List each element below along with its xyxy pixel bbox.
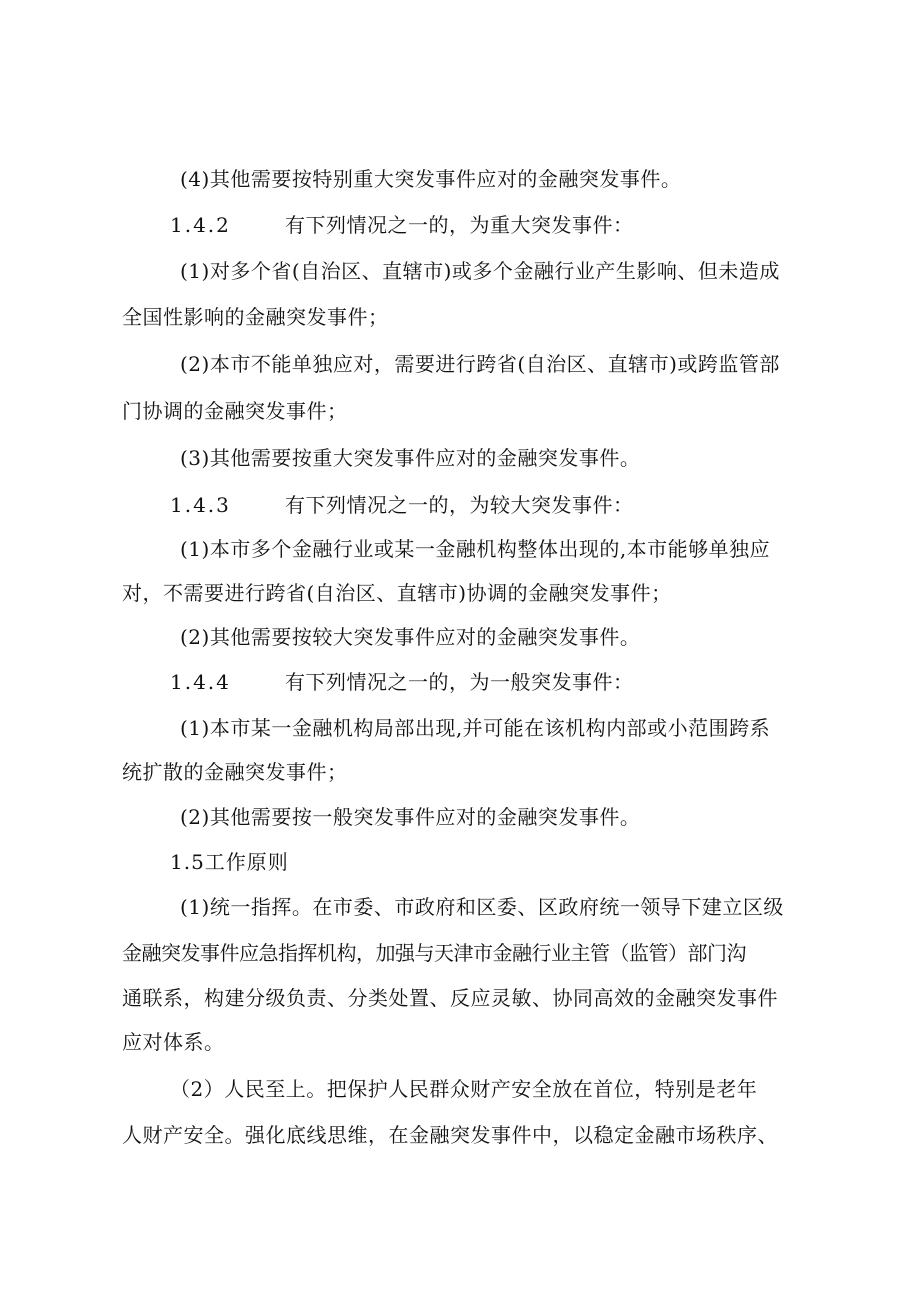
section-heading-1-5: 1.5工作原则 bbox=[170, 850, 289, 874]
paragraph-line: 门协调的金融突发事件； bbox=[122, 399, 348, 423]
section-number: 1.4.2 bbox=[170, 213, 231, 237]
paragraph-line: 人财产安全。强化底线思维，在金融突发事件中，以稳定金融市场秩序、 bbox=[122, 1123, 778, 1147]
paragraph-line: (1)对多个省(自治区、直辖市)或多个金融行业产生影响、但未造成 bbox=[180, 259, 780, 283]
section-title: 有下列情况之一的，为重大突发事件： bbox=[285, 213, 634, 237]
paragraph-line: (1)统一指挥。在市委、市政府和区委、区政府统一领导下建立区级 bbox=[180, 895, 784, 919]
paragraph-line: 统扩散的金融突发事件； bbox=[122, 760, 348, 784]
section-heading-1-4-4 bbox=[170, 665, 634, 699]
paragraph-line: (3)其他需要按重大突发事件应对的金融突发事件。 bbox=[180, 446, 641, 470]
section-title: 有下列情况之一的，为较大突发事件： bbox=[285, 493, 634, 517]
paragraph-line: 金融突发事件应急指挥机构，加强与天津市金融行业主管（监管）部门沟 bbox=[122, 941, 746, 965]
paragraph-line: (1)本市多个金融行业或某一金融机构整体出现的,本市能够单独应 bbox=[180, 537, 771, 561]
paragraph-line: 通联系，构建分级负责、分类处置、反应灵敏、协同高效的金融突发事件 bbox=[122, 986, 778, 1010]
paragraph-line: (4)其他需要按特别重大突发事件应对的金融突发事件。 bbox=[180, 167, 682, 191]
section-number: 1.4.4 bbox=[170, 670, 231, 694]
section-number: 1.4.3 bbox=[170, 493, 231, 517]
paragraph-line: (2)本市不能单独应对，需要进行跨省(自治区、直辖市)或跨监管部 bbox=[180, 352, 780, 376]
section-title: 有下列情况之一的，为一般突发事件： bbox=[285, 670, 634, 694]
paragraph-line: 全国性影响的金融突发事件； bbox=[122, 305, 389, 329]
paragraph-line: (2)其他需要按一般突发事件应对的金融突发事件。 bbox=[180, 805, 641, 829]
section-heading-1-4-2 bbox=[170, 208, 634, 242]
paragraph-line: （2）人民至上。把保护人民群众财产安全放在首位，特别是老年 bbox=[170, 1077, 758, 1101]
paragraph-line: 对，不需要进行跨省(自治区、直辖市)协调的金融突发事件； bbox=[122, 581, 672, 605]
paragraph-line: 应对体系。 bbox=[122, 1030, 225, 1054]
paragraph-line: (2)其他需要按较大突发事件应对的金融突发事件。 bbox=[180, 625, 641, 649]
section-heading-1-4-3 bbox=[170, 488, 634, 522]
paragraph-line: (1)本市某一金融机构局部出现,并可能在该机构内部或小范围跨系 bbox=[180, 716, 771, 740]
